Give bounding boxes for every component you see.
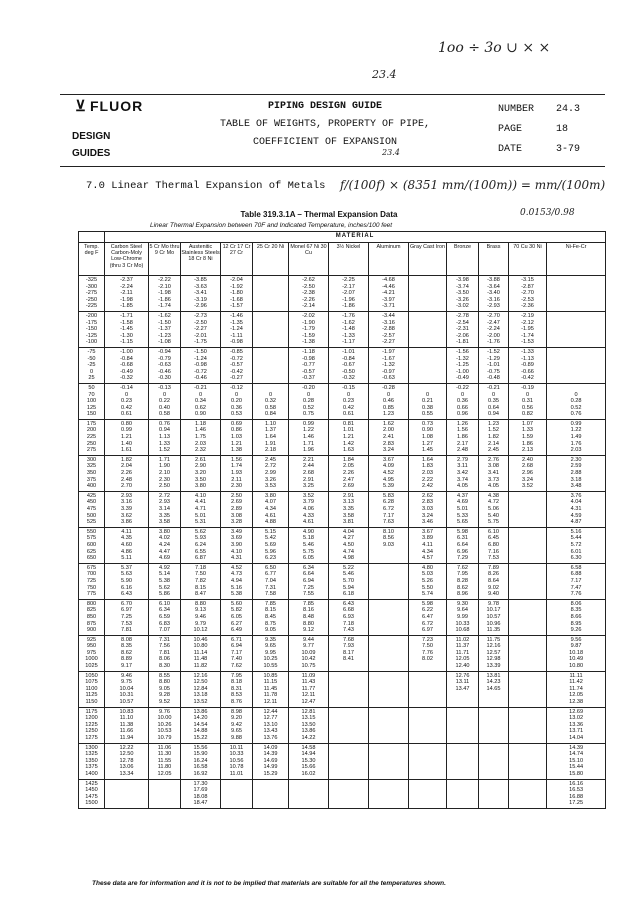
value-cell: -1.71 -1.58 -1.45 -1.30 -1.15 bbox=[105, 311, 149, 347]
value-cell: -1.76 -1.62 -1.48 -1.33 -1.17 bbox=[329, 311, 369, 347]
value-cell: 1.07 1.33 1.59 1.86 2.13 bbox=[509, 419, 547, 455]
page-label: PAGE bbox=[498, 124, 523, 135]
value-cell bbox=[509, 671, 547, 707]
column-header: Gray Cast Iron bbox=[409, 243, 447, 276]
value-cell: 1.64 1.83 2.03 2.22 2.42 bbox=[409, 455, 447, 491]
value-cell: -2.19 -2.12 -1.95 -1.74 -1.53 bbox=[509, 311, 547, 347]
value-cell: -1.46 -1.35 -1.24 -1.11 -0.98 bbox=[221, 311, 253, 347]
temperature-cell: 1425 1450 1475 1500 bbox=[79, 779, 105, 808]
value-cell: -0.13 0 0.22 0.40 0.58 bbox=[149, 383, 181, 419]
value-cell: 4.04 4.27 4.50 4.74 4.98 bbox=[329, 527, 369, 563]
value-cell: -0.94 -0.79 -0.63 -0.46 -0.30 bbox=[149, 347, 181, 383]
section-title: 7.0 Linear Thermal Expansion of Metals bbox=[86, 180, 326, 192]
value-cell: -2.62 -2.50 -2.38 -2.26 -2.14 bbox=[289, 276, 329, 312]
value-cell bbox=[547, 347, 606, 383]
value-cell bbox=[509, 635, 547, 671]
table-row bbox=[79, 455, 606, 491]
value-cell: 3.80 4.07 4.34 4.61 4.88 bbox=[253, 491, 289, 527]
value-cell: 7.85 8.16 8.48 8.80 9.12 bbox=[289, 599, 329, 635]
value-cell: 10.85 11.15 11.45 11.78 12.11 bbox=[253, 671, 289, 707]
value-cell: 14.39 14.74 15.10 15.44 15.80 bbox=[547, 743, 606, 779]
value-cell: 3.67 3.89 4.11 4.34 4.57 bbox=[409, 527, 447, 563]
value-cell: 11.02 11.37 11.71 12.05 12.40 bbox=[447, 635, 479, 671]
logo-text: FLUOR bbox=[89, 98, 144, 114]
value-cell: 2.45 2.72 2.99 3.26 3.53 bbox=[253, 455, 289, 491]
value-cell: 9.56 9.87 10.18 10.49 10.80 bbox=[547, 635, 606, 671]
value-cell: 0.99 1.22 1.49 1.76 2.03 bbox=[547, 419, 606, 455]
value-cell: -1.62 -1.50 -1.37 -1.23 -1.08 bbox=[149, 311, 181, 347]
column-header: Bronze bbox=[447, 243, 479, 276]
handwritten-formula: f/(100f) × (8351 mm/(100m)) = mm/(100m) bbox=[340, 178, 606, 192]
value-cell: 2.50 2.69 2.89 3.08 3.28 bbox=[221, 491, 253, 527]
value-cell bbox=[369, 743, 409, 779]
value-cell: -0.22 0 0.36 0.66 0.96 bbox=[447, 383, 479, 419]
value-cell: 4.10 4.41 4.71 5.01 5.31 bbox=[181, 491, 221, 527]
table-title: Table 319.3.1A – Thermal Expansion Data bbox=[240, 210, 398, 219]
temperature-cell: 425 450 475 500 525 bbox=[79, 491, 105, 527]
value-cell bbox=[509, 779, 547, 808]
page-value: 18 bbox=[556, 124, 569, 135]
value-cell bbox=[329, 779, 369, 808]
value-cell: -1.00 -0.84 -0.68 -0.49 -0.32 bbox=[105, 347, 149, 383]
value-cell bbox=[479, 779, 509, 808]
thermal-expansion-table bbox=[78, 231, 606, 809]
table-row bbox=[79, 419, 606, 455]
value-cell: 5.98 6.31 6.64 6.96 7.29 bbox=[447, 527, 479, 563]
value-cell: 0.81 1.01 1.21 1.42 1.63 bbox=[329, 419, 369, 455]
value-cell: -4.68 -4.46 -4.21 -3.97 -3.71 bbox=[369, 276, 409, 312]
value-cell bbox=[509, 743, 547, 779]
table-row bbox=[79, 599, 606, 635]
table-row bbox=[79, 491, 606, 527]
value-cell: 5.16 5.44 5.72 6.01 6.30 bbox=[547, 527, 606, 563]
value-cell bbox=[447, 707, 479, 743]
temperature-cell: 175 200 225 250 275 bbox=[79, 419, 105, 455]
number-label: NUMBER bbox=[498, 104, 535, 115]
temperature-cell: -325 -300 -275 -250 -225 bbox=[79, 276, 105, 312]
value-cell: 6.43 6.68 6.93 7.18 7.43 bbox=[329, 599, 369, 635]
value-cell bbox=[509, 563, 547, 599]
value-cell bbox=[547, 276, 606, 312]
design-guides-label bbox=[72, 128, 110, 162]
value-cell: -0.12 0 0.20 0.36 0.53 bbox=[221, 383, 253, 419]
value-cell bbox=[369, 635, 409, 671]
table-row bbox=[79, 671, 606, 707]
table-header bbox=[79, 232, 606, 276]
table-row bbox=[79, 635, 606, 671]
value-cell: 1.26 1.56 1.86 2.17 2.48 bbox=[447, 419, 479, 455]
value-cell: 13.86 14.20 14.54 14.88 15.22 bbox=[181, 707, 221, 743]
value-cell: 11.09 11.43 11.77 12.11 12.47 bbox=[289, 671, 329, 707]
guide-subtitle: TABLE OF WEIGHTS, PROPERTY OF PIPE, bbox=[219, 119, 431, 130]
value-cell: 7.31 7.56 7.81 8.06 8.30 bbox=[149, 635, 181, 671]
handwritten-top-number: 23.4 bbox=[372, 68, 397, 81]
value-cell: 12.16 12.50 12.84 13.18 13.52 bbox=[181, 671, 221, 707]
temperature-cell: 1300 1325 1350 1375 1400 bbox=[79, 743, 105, 779]
value-cell: 4.92 5.14 5.38 5.62 5.86 bbox=[149, 563, 181, 599]
value-cell bbox=[329, 707, 369, 743]
value-cell: 1.23 1.52 1.82 2.14 2.45 bbox=[479, 419, 509, 455]
value-cell: -0.14 0 0.23 0.42 0.61 bbox=[105, 383, 149, 419]
value-cell: 6.34 6.64 6.94 7.25 7.55 bbox=[289, 563, 329, 599]
value-cell bbox=[509, 599, 547, 635]
column-header: 12 Cr 17 Cr 27 Cr bbox=[221, 243, 253, 276]
value-cell: 9.30 9.64 9.99 10.33 10.68 bbox=[447, 599, 479, 635]
value-cell bbox=[289, 779, 329, 808]
header-divider-bottom bbox=[60, 166, 605, 167]
value-cell: -1.18 -0.98 -0.77 -0.57 -0.37 bbox=[289, 347, 329, 383]
value-cell: 1.18 1.46 1.75 2.03 2.32 bbox=[181, 419, 221, 455]
value-cell: -1.56 -1.32 -1.25 -1.00 -0.49 bbox=[447, 347, 479, 383]
value-cell: 6.58 6.88 7.17 7.47 7.76 bbox=[547, 563, 606, 599]
value-cell: 2.61 2.90 3.20 3.50 3.80 bbox=[181, 455, 221, 491]
value-cell bbox=[149, 779, 181, 808]
value-cell: 12.44 12.77 13.10 13.43 13.76 bbox=[253, 707, 289, 743]
value-cell: -0.19 0 0.31 0.56 0.82 bbox=[509, 383, 547, 419]
value-cell: 0.80 0.99 1.21 1.40 1.61 bbox=[105, 419, 149, 455]
value-cell: 7.23 7.50 7.76 8.02 bbox=[409, 635, 447, 671]
column-header: Ni-Fe-Cr bbox=[547, 243, 606, 276]
value-cell bbox=[509, 491, 547, 527]
table-row bbox=[79, 276, 606, 312]
value-cell: 2.72 2.93 3.14 3.35 3.58 bbox=[149, 491, 181, 527]
value-cell: 12.22 12.50 12.78 13.06 13.34 bbox=[105, 743, 149, 779]
value-cell: 2.40 2.68 2.96 3.24 3.52 bbox=[509, 455, 547, 491]
column-header: 5 Cr Mo thru 9 Cr Mo bbox=[149, 243, 181, 276]
value-cell: 7.89 8.26 8.64 9.02 9.40 bbox=[479, 563, 509, 599]
value-cell: -0.20 0 0.28 0.52 0.75 bbox=[289, 383, 329, 419]
table-subtitle: Linear Thermal Expansion between 70F and Indicated Temperature, inches/100 feet bbox=[150, 222, 393, 229]
column-header: Austenitic Stainless Steels 18 Cr 8 Ni bbox=[181, 243, 221, 276]
value-cell: 5.98 6.22 6.47 6.72 6.97 bbox=[409, 599, 447, 635]
value-cell: -1.01 -0.84 -0.67 -0.50 -0.32 bbox=[329, 347, 369, 383]
value-cell: 1.62 2.00 2.41 2.83 3.24 bbox=[369, 419, 409, 455]
value-cell: -2.04 -1.92 -1.80 -1.68 -1.57 bbox=[221, 276, 253, 312]
table-row bbox=[79, 347, 606, 383]
value-cell bbox=[105, 779, 149, 808]
value-cell bbox=[329, 743, 369, 779]
value-cell: 6.10 6.45 6.80 7.16 7.53 bbox=[479, 527, 509, 563]
value-cell: 9.35 9.65 9.95 10.25 10.55 bbox=[253, 635, 289, 671]
guide-subtitle-2: COEFFICIENT OF EXPANSION bbox=[252, 137, 398, 148]
value-cell: -0.28 0 0.46 0.85 1.23 bbox=[369, 383, 409, 419]
value-cell: 2.76 3.08 3.41 3.73 4.05 bbox=[479, 455, 509, 491]
value-cell bbox=[409, 671, 447, 707]
value-cell: 6.10 6.34 6.59 6.83 7.07 bbox=[149, 599, 181, 635]
temperature-cell: 925 950 975 1000 1025 bbox=[79, 635, 105, 671]
value-cell: 1.10 1.37 1.64 1.91 2.18 bbox=[253, 419, 289, 455]
document-meta bbox=[498, 100, 580, 160]
value-cell: 1.56 1.74 1.93 2.11 2.30 bbox=[221, 455, 253, 491]
value-cell: 8.06 8.35 8.66 8.95 9.26 bbox=[547, 599, 606, 635]
value-cell: 5.83 6.28 6.72 7.17 7.63 bbox=[369, 491, 409, 527]
value-cell: 12.76 13.11 13.47 bbox=[447, 671, 479, 707]
fluor-logo bbox=[75, 97, 143, 115]
column-header: Carbon Steel Carbon-Moly Low-Chrome (thru 3 Cr Mo) bbox=[105, 243, 149, 276]
value-cell: 10.11 10.33 10.56 10.78 11.01 bbox=[221, 743, 253, 779]
value-cell: -0.21 0 0.34 0.62 0.90 bbox=[181, 383, 221, 419]
value-cell: -0.85 -0.72 -0.57 -0.42 -0.27 bbox=[221, 347, 253, 383]
value-cell: -1.50 -1.24 -0.98 -0.72 -0.46 bbox=[181, 347, 221, 383]
value-cell: -1.52 -1.29 -1.01 -0.75 -0.48 bbox=[479, 347, 509, 383]
table-row bbox=[79, 311, 606, 347]
value-cell: -2.22 -2.10 -1.98 -1.86 -1.74 bbox=[149, 276, 181, 312]
number-value: 24.3 bbox=[556, 104, 581, 115]
value-cell: 4.11 4.35 4.60 4.86 5.11 bbox=[105, 527, 149, 563]
table-row bbox=[79, 383, 606, 419]
value-cell: 9.78 10.17 10.57 10.96 11.35 bbox=[479, 599, 509, 635]
value-cell: 7.85 8.15 8.45 8.75 9.05 bbox=[253, 599, 289, 635]
value-cell: 1.84 2.05 2.26 2.47 2.69 bbox=[329, 455, 369, 491]
value-cell: 3.49 3.69 3.90 4.10 4.31 bbox=[221, 527, 253, 563]
value-cell: 3.80 4.02 4.24 4.47 4.69 bbox=[149, 527, 181, 563]
value-cell: 2.79 3.11 3.42 3.74 4.05 bbox=[447, 455, 479, 491]
value-cell: -2.37 -2.24 -2.11 -1.98 -1.85 bbox=[105, 276, 149, 312]
value-cell: 2.21 2.44 2.68 2.91 3.25 bbox=[289, 455, 329, 491]
value-cell bbox=[253, 276, 289, 312]
handwritten-side-note: 0.0153/0.98 bbox=[520, 208, 575, 218]
value-cell: 8.55 8.80 9.05 9.28 9.52 bbox=[149, 671, 181, 707]
value-cell: 4.38 4.72 5.06 5.40 5.75 bbox=[479, 491, 509, 527]
value-cell: -3.98 -3.74 -3.50 -3.26 -3.02 bbox=[447, 276, 479, 312]
value-cell: 0 0.21 0.38 0.55 bbox=[409, 383, 447, 419]
temperature-cell: -200 -175 -150 -125 -100 bbox=[79, 311, 105, 347]
value-cell: 2.93 3.16 3.39 3.62 3.86 bbox=[105, 491, 149, 527]
handwritten-doc-number: 23.4 bbox=[382, 148, 400, 157]
value-cell: -2.70 -2.47 -2.24 -2.00 -1.76 bbox=[479, 311, 509, 347]
value-cell: 15.56 15.90 16.24 16.58 16.92 bbox=[181, 743, 221, 779]
value-cell: 1.71 1.90 2.10 2.30 2.50 bbox=[149, 455, 181, 491]
value-cell: 7.68 7.93 8.17 8.41 bbox=[329, 635, 369, 671]
value-cell: 9.46 9.75 10.04 10.31 10.57 bbox=[105, 671, 149, 707]
column-header: Temp. deg F bbox=[79, 243, 105, 276]
column-headers bbox=[79, 243, 606, 276]
value-cell: 2.91 3.13 3.35 3.58 3.81 bbox=[329, 491, 369, 527]
date-value: 3-79 bbox=[556, 144, 581, 155]
value-cell: 3.52 3.79 4.06 4.33 4.61 bbox=[289, 491, 329, 527]
temperature-cell: -75 -50 -25 0 25 bbox=[79, 347, 105, 383]
column-header: Monel 67 Ni 30 Cu bbox=[289, 243, 329, 276]
temperature-cell: 1050 1075 1100 1125 1150 bbox=[79, 671, 105, 707]
column-header: 25 Cr 20 Ni bbox=[253, 243, 289, 276]
header-divider-top bbox=[60, 94, 605, 95]
value-cell: -2.73 -2.50 -2.27 -2.01 -1.75 bbox=[181, 311, 221, 347]
temperature-cell: 550 575 600 625 650 bbox=[79, 527, 105, 563]
value-cell: 10.83 11.10 11.38 11.66 11.94 bbox=[105, 707, 149, 743]
value-cell: 11.75 12.16 12.57 12.98 13.39 bbox=[479, 635, 509, 671]
value-cell bbox=[547, 311, 606, 347]
value-cell: 0.69 0.86 1.03 1.21 1.38 bbox=[221, 419, 253, 455]
value-cell: 1.82 2.04 2.26 2.48 2.70 bbox=[105, 455, 149, 491]
value-cell: 6.71 6.94 7.17 7.40 7.62 bbox=[221, 635, 253, 671]
value-cell bbox=[447, 743, 479, 779]
value-cell: 2.62 2.83 3.03 3.24 3.46 bbox=[409, 491, 447, 527]
guide-title: PIPING DESIGN GUIDE bbox=[267, 101, 383, 112]
value-cell: 8.10 8.56 9.03 bbox=[369, 527, 409, 563]
value-cell bbox=[369, 599, 409, 635]
value-cell: 12.81 13.15 13.50 13.86 14.22 bbox=[289, 707, 329, 743]
value-cell: -2.02 -1.90 -1.79 -1.59 -1.38 bbox=[289, 311, 329, 347]
value-cell: -3.85 -3.63 -3.41 -3.19 -2.96 bbox=[181, 276, 221, 312]
temperature-cell: 675 700 725 750 775 bbox=[79, 563, 105, 599]
temperature-cell: 300 325 350 375 400 bbox=[79, 455, 105, 491]
value-cell: 0.73 0.90 1.08 1.27 1.45 bbox=[409, 419, 447, 455]
value-cell: 8.08 8.35 8.62 8.89 9.17 bbox=[105, 635, 149, 671]
column-header: Brass bbox=[479, 243, 509, 276]
value-cell: 12.69 13.02 13.36 13.71 14.04 bbox=[547, 707, 606, 743]
value-cell: 14.09 14.39 14.69 14.99 15.29 bbox=[253, 743, 289, 779]
value-cell: -0.15 0 0.23 0.42 0.61 bbox=[329, 383, 369, 419]
value-cell: 2.30 2.59 2.88 3.18 3.48 bbox=[547, 455, 606, 491]
value-cell: 4.80 5.03 5.26 5.50 5.74 bbox=[409, 563, 447, 599]
value-cell: 0 0.28 0.52 0.76 bbox=[547, 383, 606, 419]
value-cell: -3.15 -2.87 -2.70 -2.53 -2.36 bbox=[509, 276, 547, 312]
value-cell: 17.30 17.69 18.08 18.47 bbox=[181, 779, 221, 808]
table-row bbox=[79, 527, 606, 563]
guides-label: GUIDES bbox=[72, 148, 111, 159]
header-corner bbox=[79, 232, 105, 243]
value-cell: -3.44 -3.16 -2.88 -2.57 -2.27 bbox=[369, 311, 409, 347]
value-cell: 7.95 8.18 8.31 8.53 8.76 bbox=[221, 671, 253, 707]
value-cell: 4.52 4.73 4.94 5.16 5.38 bbox=[221, 563, 253, 599]
value-cell bbox=[479, 707, 509, 743]
value-cell bbox=[409, 347, 447, 383]
value-cell: 3.67 4.09 4.52 4.95 5.39 bbox=[369, 455, 409, 491]
value-cell bbox=[253, 311, 289, 347]
value-cell: 7.62 7.95 8.28 8.62 8.96 bbox=[447, 563, 479, 599]
value-cell: 11.11 11.42 11.74 12.05 12.38 bbox=[547, 671, 606, 707]
document-title-block bbox=[175, 98, 475, 152]
value-cell: 0.99 1.22 1.46 1.71 1.96 bbox=[289, 419, 329, 455]
value-cell: 4.37 4.69 5.01 5.33 5.65 bbox=[447, 491, 479, 527]
value-cell: -1.33 -1.13 -0.89 -0.66 -0.42 bbox=[509, 347, 547, 383]
value-cell bbox=[369, 671, 409, 707]
value-cell bbox=[369, 707, 409, 743]
value-cell: 8.98 9.20 9.42 9.65 9.88 bbox=[221, 707, 253, 743]
handwritten-top-note: 1oo ÷ 3o ∪ × × bbox=[438, 40, 551, 56]
value-cell: 5.22 5.46 5.70 5.94 6.18 bbox=[329, 563, 369, 599]
value-cell: 10.46 10.80 11.14 11.48 11.82 bbox=[181, 635, 221, 671]
value-cell: -3.88 -3.64 -3.40 -3.16 -2.93 bbox=[479, 276, 509, 312]
value-cell: 9.76 10.00 10.26 10.53 10.79 bbox=[149, 707, 181, 743]
value-cell: 9.44 9.77 10.09 10.42 10.75 bbox=[289, 635, 329, 671]
value-cell bbox=[409, 707, 447, 743]
value-cell: 5.37 5.63 5.90 6.16 6.43 bbox=[105, 563, 149, 599]
table-body bbox=[79, 276, 606, 809]
value-cell: 16.16 16.53 16.88 17.25 bbox=[547, 779, 606, 808]
value-cell: 5.60 5.82 6.05 6.27 6.49 bbox=[221, 599, 253, 635]
temperature-cell: 1175 1200 1225 1250 1275 bbox=[79, 707, 105, 743]
column-header: 70 Cu 30 Ni bbox=[509, 243, 547, 276]
fluor-mark-icon: ⊻ bbox=[75, 98, 87, 115]
value-cell bbox=[479, 743, 509, 779]
value-cell: 0 0.32 0.58 0.84 bbox=[253, 383, 289, 419]
material-header: MATERIAL bbox=[105, 232, 606, 243]
value-cell bbox=[409, 779, 447, 808]
value-cell bbox=[409, 276, 447, 312]
temperature-cell: 50 70 100 125 150 bbox=[79, 383, 105, 419]
value-cell: -2.78 -2.54 -2.31 -2.06 -1.81 bbox=[447, 311, 479, 347]
value-cell: 6.50 6.77 7.04 7.31 7.58 bbox=[253, 563, 289, 599]
table-row bbox=[79, 707, 606, 743]
value-cell: 11.06 11.30 11.55 11.80 12.05 bbox=[149, 743, 181, 779]
value-cell: -2.25 -2.17 -2.07 -1.96 -1.86 bbox=[329, 276, 369, 312]
value-cell: 14.58 14.94 15.30 15.66 16.02 bbox=[289, 743, 329, 779]
value-cell bbox=[253, 347, 289, 383]
value-cell: 8.80 9.13 9.46 9.79 10.12 bbox=[181, 599, 221, 635]
value-cell bbox=[221, 779, 253, 808]
value-cell bbox=[509, 527, 547, 563]
value-cell: 7.18 7.50 7.82 8.15 8.47 bbox=[181, 563, 221, 599]
value-cell: 5.15 5.42 5.69 5.96 6.23 bbox=[253, 527, 289, 563]
temperature-cell: 800 825 850 875 900 bbox=[79, 599, 105, 635]
value-cell: 6.70 6.97 7.25 7.53 7.81 bbox=[105, 599, 149, 635]
value-cell bbox=[409, 311, 447, 347]
design-label: DESIGN bbox=[72, 131, 111, 142]
value-cell: -1.97 -1.67 -1.32 -0.97 -0.63 bbox=[369, 347, 409, 383]
value-cell: 0.76 0.94 1.13 1.33 1.52 bbox=[149, 419, 181, 455]
value-cell bbox=[509, 707, 547, 743]
column-header: Aluminum bbox=[369, 243, 409, 276]
table-row bbox=[79, 779, 606, 808]
column-header: 3½ Nickel bbox=[329, 243, 369, 276]
value-cell bbox=[369, 779, 409, 808]
value-cell: 13.81 14.23 14.65 bbox=[479, 671, 509, 707]
date-label: DATE bbox=[498, 144, 523, 155]
value-cell: 5.62 5.93 6.24 6.55 6.87 bbox=[181, 527, 221, 563]
footer-note: These data are for information and it is not to be implied that materials are suitable for all the temperatures shown. bbox=[92, 880, 446, 887]
value-cell bbox=[329, 671, 369, 707]
value-cell: 3.76 4.04 4.31 4.59 4.87 bbox=[547, 491, 606, 527]
table-row bbox=[79, 563, 606, 599]
value-cell bbox=[447, 779, 479, 808]
value-cell bbox=[409, 743, 447, 779]
value-cell bbox=[369, 563, 409, 599]
value-cell: 4.90 5.18 5.46 5.75 6.05 bbox=[289, 527, 329, 563]
table-row bbox=[79, 743, 606, 779]
value-cell bbox=[253, 779, 289, 808]
value-cell: -0.21 0 0.35 0.64 0.94 bbox=[479, 383, 509, 419]
